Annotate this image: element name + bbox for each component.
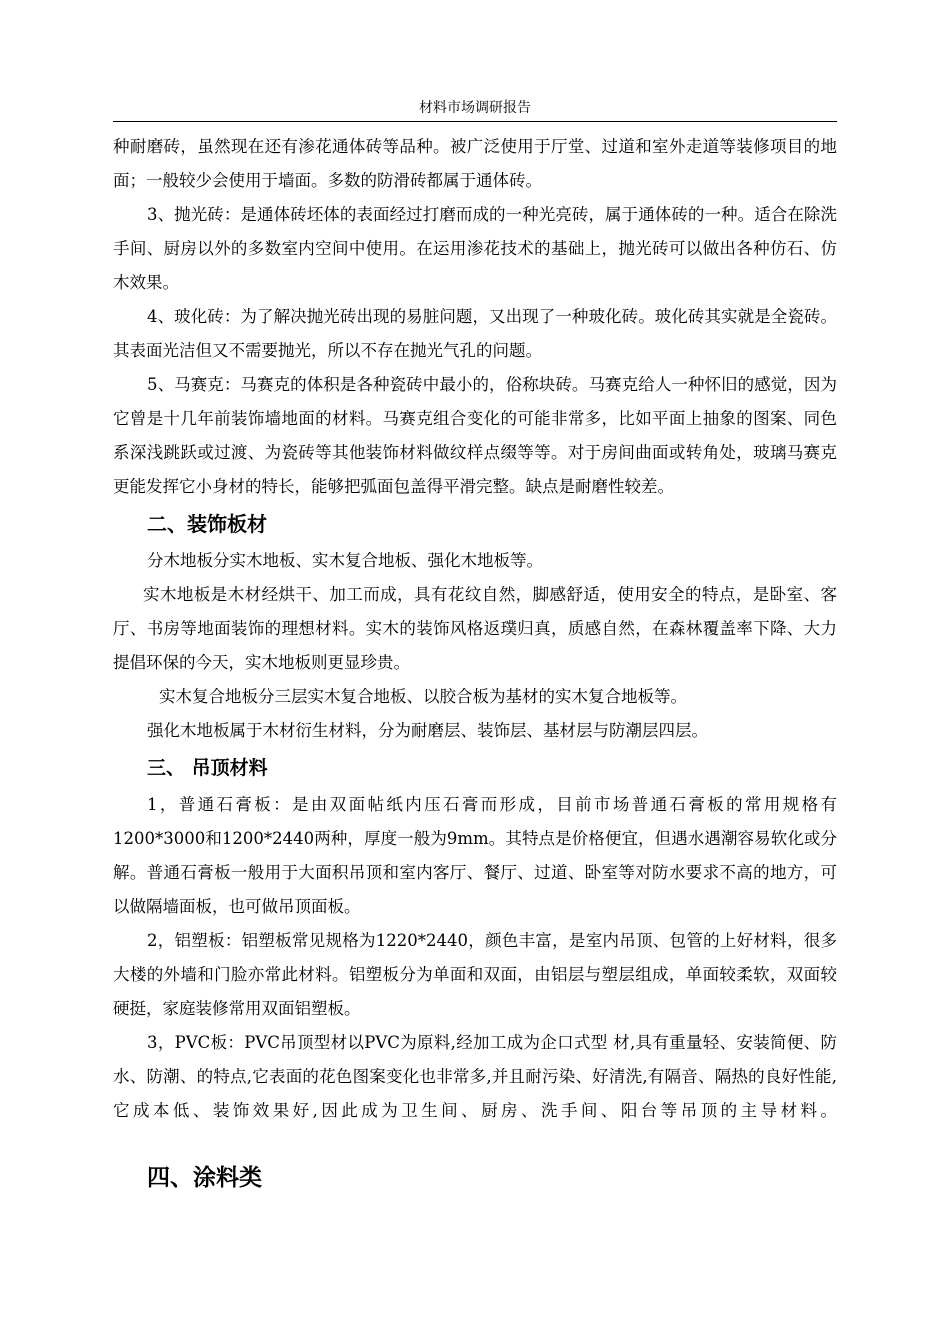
paragraph-solid-wood-flooring: 实木地板是木材经烘干、加工而成，具有花纹自然，脚感舒适，使用安全的特点，是卧室、客厅、书房等地面装饰的理想材料。实木的装饰风格返璞归真，质感自然，在森林覆盖率下降、大力提倡环保的今天，实木地板则更显珍贵。 (113, 585, 837, 672)
paragraph-aluminum-plastic-board: 2，铝塑板：铝塑板常见规格为1220*2440，颜色丰富，是室内吊顶、包管的上好材料，很多大楼的外墙和门脸亦常此材料。铝塑板分为单面和双面，由铝层与塑层组成，单面较柔软，双面较硬挺，家庭装修常用双面铝塑板。 (113, 931, 837, 1018)
paragraph-engineered-flooring: 实木复合地板分三层实木复合地板、以胶合板为基材的实木复合地板等。 (159, 687, 687, 706)
paragraph-polished-tile: 3、抛光砖：是通体砖坯体的表面经过打磨而成的一种光亮砖，属于通体砖的一种。适合在除洗手间、厨房以外的多数室内空间中使用。在运用渗花技术的基础上，抛光砖可以做出各种仿石、仿木效果。 (113, 205, 837, 292)
header-divider (113, 121, 837, 122)
paragraph-wood-flooring-types: 分木地板分实木地板、实木复合地板、强化木地板等。 (147, 551, 543, 570)
section-heading-coatings: 四、涂料类 (147, 1165, 262, 1191)
page-header: 材料市场调研报告 (419, 100, 531, 116)
paragraph-continuation: 种耐磨砖，虽然现在还有渗花通体砖等品种。被广泛使用于厅堂、过道和室外走道等装修项目的地面；一般较少会使用于墙面。多数的防滑砖都属于通体砖。 (113, 137, 837, 190)
paragraph-gypsum-board: 1，普通石膏板：是由双面帖纸内压石膏而形成，目前市场普通石膏板的常用规格有1200*3000和1200*2440两种，厚度一般为9mm。其特点是价格便宜，但遇水遇潮容易软化或分解。普通石膏板一般用于大面积吊顶和室内客厅、餐厅、过道、卧室等对防水要求不高的地方，可以做隔墙面板，也可做吊顶面板。 (113, 795, 837, 916)
paragraph-vitrified-tile: 4、玻化砖：为了解决抛光砖出现的易脏问题，又出现了一种玻化砖。玻化砖其实就是全瓷砖。其表面光洁但又不需要抛光，所以不存在抛光气孔的问题。 (113, 307, 837, 360)
paragraph-pvc-board: 3，PVC板：PVC吊顶型材以PVC为原料,经加工成为企口式型 材,具有重量轻、安装简便、防水、防潮、的特点,它表面的花色图案变化也非常多,并且耐污染、好清洗,有隔音、隔热的良好性能, 它成本低、装饰效果好,因此成为卫生间、厨房、洗手间、阳台等吊顶的主导材料。 (113, 1033, 837, 1120)
document-body (113, 130, 837, 1198)
section-heading-decorative-boards: 二、装饰板材 (147, 512, 267, 536)
paragraph-mosaic: 5、马赛克：马赛克的体积是各种瓷砖中最小的，俗称块砖。马赛克给人一种怀旧的感觉，因为它曾是十几年前装饰墙地面的材料。马赛克组合变化的可能非常多，比如平面上抽象的图案、同色系深浅跳跃或过渡、为瓷砖等其他装饰材料做纹样点缀等等。对于房间曲面或转角处，玻璃马赛克更能发挥它小身材的特长，能够把弧面包盖得平滑完整。缺点是耐磨性较差。 (113, 375, 837, 496)
paragraph-laminate-flooring: 强化木地板属于木材衍生材料，分为耐磨层、装饰层、基材层与防潮层四层。 (147, 721, 708, 740)
section-heading-ceiling-materials: 三、 吊顶材料 (147, 757, 268, 779)
